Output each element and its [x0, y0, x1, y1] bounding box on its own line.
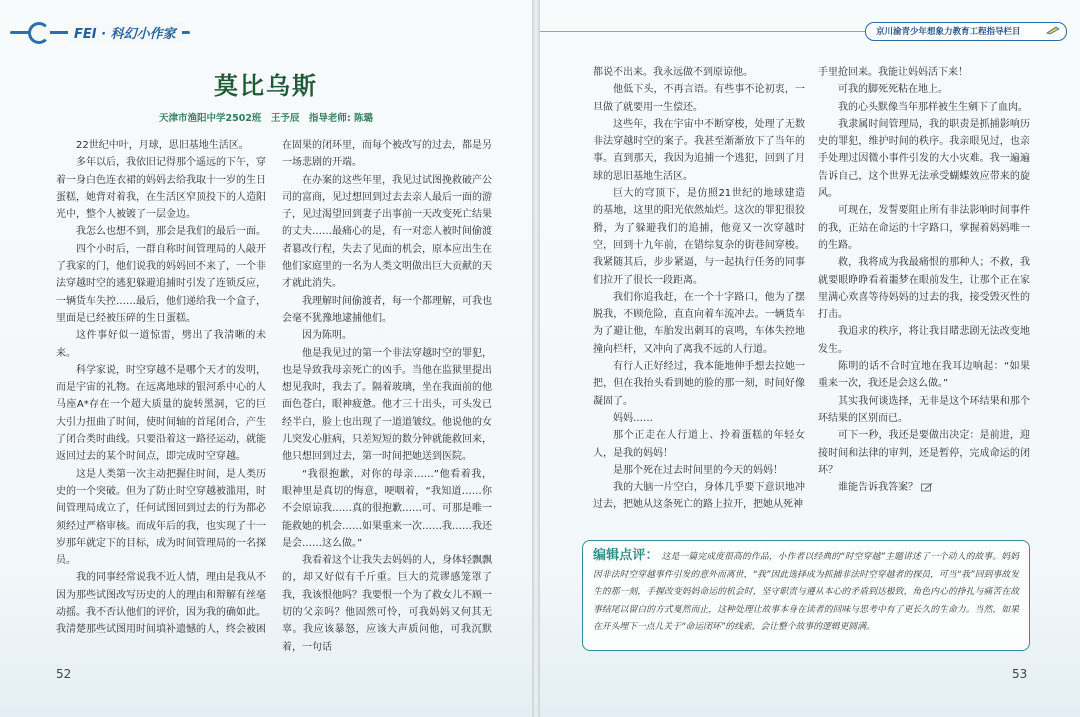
paragraph: 这些年，我在宇宙中不断穿梭，处理了无数非法穿越时空的案子。我甚至渐渐放下了当年的事。直到那天，我因为追捕一个逃犯，回到了月球的思旧基地生活区。: [593, 118, 805, 182]
editor-comment-text: 这是一篇完成度很高的作品，小作者以经典的“时空穿越”主题讲述了一个动人的故事。妈妈因非法时空穿越事件引发的意外而离世，“我”因此选择成为抓捕非法时空穿越者的探员，可当“我”回到事故发生的那一刻，手握改变妈妈命运的机会时，坚守职责与遵从本心的矛盾到达极致，角色内心的挣扎与痛苦在故事结尾以留白的方式戛然而止，这种处理让故事本身在读者的回味与思考中有了更长久的生命力。当然，如果在开头埋下一点儿关于“命运闭环”的线索，会让整个故事的逻辑更圆满。: [593, 552, 1019, 632]
page-number-right: 53: [1012, 667, 1028, 681]
paragraph: 在办案的这些年里，我见过试图挽救破产公司的富商，见过想回到过去去亲人最后一面的游子，见过渴望回到妻子出事前一天改变死亡结果的丈夫……最痛心的是，有一对恋人被时间偷渡者篡改行程，失去了见面的机会，原本应出生在他们家庭里的一名为人类文明做出巨大贡献的天才就此消失。: [282, 174, 492, 290]
paragraph: 谁能告诉我答案？: [818, 479, 1030, 496]
paragraph: 科学家说，时空穿越不是哪个天才的发明，而是宇宙的礼物。在远离地球的银河系中心的人马座A*存在一个超大质量的旋转黑洞，它的巨大引力扭曲了时间，使时间轴的首尾闭合，产生了闭合类时曲线。只要沿着这一路径运动，就能返回过去的某个时间点，即完成时空穿越。: [56, 364, 266, 463]
column-header: [10, 22, 190, 44]
pen-end-icon: [921, 483, 933, 492]
paragraph: 我的心头默像当年那样被生生剜下了血肉。: [838, 101, 1028, 113]
editor-comment-title: 编辑点评：: [593, 548, 659, 563]
paragraph: 手里抢回来。我能让妈妈活下来！: [818, 67, 968, 78]
paragraph: 那个正走在人行道上、拎着蛋糕的年轻女人，是我的妈妈！: [593, 430, 805, 459]
paragraph: 是那个死在过去时间里的今天的妈妈！: [613, 464, 783, 476]
paragraph: 这件事好似一道惊雷，劈出了我清晰的未来。: [56, 330, 266, 359]
paragraph: 我怎么也想不到，那会是我们的最后一面。: [76, 226, 266, 238]
paragraph: “我很抱歉，对你的母亲……”他看着我，眼神里是真切的悔意，哽咽着，“我知道……你不会原谅我……真的很抱歉……可、可那是唯一能救她的机会……如果重来一次……我……我还是会……这么做。”: [282, 468, 492, 549]
paragraph: 妈妈……: [613, 412, 653, 424]
paragraph: 其实我何谈选择，无非是这个环结果和那个环结果的区别而已。: [818, 395, 1030, 424]
pen-icon: [1046, 26, 1060, 35]
paragraph: 多年以后，我依旧记得那个遥远的下午，穿着一身白色连衣裙的妈妈去给我取十一岁的生日蛋糕，她背对着我，在生活区窄顶投下的人造阳光中，整个人被镀了一层金边。: [56, 157, 266, 221]
paragraph: 他是我见过的第一个非法穿越时空的罪犯，也是导致我母亲死亡的凶手。当他在监狱里提出想见我时，我去了。隔着玻璃，坐在我面前的他面色苍白，眼神疲惫。他才三十出头，可头发已经半白，脸上也出现了一道道皱纹。他说他的女儿突发心脏病，只差短短的数分钟就能救回来，他只想回到过去，第一时间把她送到医院。: [282, 347, 492, 463]
article-title: 莫比乌斯: [214, 71, 318, 100]
column-label: FEI · 科幻小作家: [68, 23, 182, 42]
paragraph: 我的大脑一片空白，身体几乎要下意识地冲过去，把她从这条死亡的路上拉开，把她从死神: [593, 482, 805, 511]
paragraph: 陈明的话不合时宜地在我耳边响起：“如果重来一次，我还是会这么做。”: [818, 361, 1030, 390]
text-column-3: [593, 64, 805, 514]
paragraph: 我隶属时间管理局，我的职责是抓捕影响历史的罪犯，维护时间的秩序。我亲眼见过，也亲手处理过因微小事件引发的大小灾难。我一遍遍告诉自己，这个世界无法承受蝴蝶效应带来的旋风。: [818, 118, 1030, 200]
editor-comment-box: [582, 540, 1030, 651]
editor-comment: [593, 547, 1019, 637]
paragraph: 可下一秒，我还是要做出决定：是前进，迎接时间和法律的审判，还是暂停，完成命运的闭环？: [818, 430, 1030, 476]
paragraph: 四个小时后，一群自称时间管理局的人敲开了我家的门，他们说我的妈妈回不来了，一个非法穿越时空的逃犯躲避追捕时引发了连锁反应，一辆货车失控……最后，他们递给我一个盒子，里面是已经被压碎的生日蛋糕。: [56, 243, 266, 324]
left-page: [0, 0, 532, 717]
paragraph: 都说不出来。我永远做不到原谅他。: [593, 67, 753, 78]
paragraph: 救，我将成为我最痛恨的那种人；不救，我就要眼睁睁看着噩梦在眼前发生，让那个正在家里满心欢喜等待妈妈的过去的我，接受毁灭性的打击。: [818, 257, 1030, 321]
paragraph: 我追求的秩序，将让我目睹悲剧无法改变地发生。: [818, 326, 1030, 355]
paragraph: 可现在，发誓要阻止所有非法影响时间事件的我，正站在命运的十字路口，掌握着妈妈唯一的生路。: [818, 205, 1030, 251]
paragraph: 我看着这个让我失去妈妈的人，身体轻飘飘的，却又好似有千斤重。巨大的荒谬感笼罩了我，我该恨他吗？我要恨一个为了救女儿不顾一切的父亲吗？他固然可怜，可我妈妈又何其无辜。我应该暴怒，应该大声质问他，可我沉默着，一句话: [282, 555, 492, 653]
paragraph: 可我的脚死死粘在地上。: [838, 84, 948, 96]
paragraph: 22世纪中叶，月球，思旧基地生活区。: [76, 140, 249, 151]
page-number-left: 52: [56, 667, 72, 681]
text-column-2: [282, 137, 492, 656]
right-page: [540, 0, 1080, 717]
paragraph: 我理解时间偷渡者，每一个都理解，可我也会毫不犹豫地逮捕他们。: [282, 295, 492, 324]
spine-gutter: [532, 0, 540, 717]
article-byline: 天津市渔阳中学2502班 王予辰 指导老师: 陈璐: [158, 113, 374, 124]
paragraph: 这是人类第一次主动把握住时间，是人类历史的一个突破。但为了防止时空穿越被滥用，时间管理局成立了，任何试图回到过去的行为都必须经过严格审核。而成年后的我，也实现了十一岁那年就定下的目标，成为时间管理局的一名探员。: [56, 468, 266, 567]
paragraph: 我们你追我赶，在一个十字路口，他为了摆脱我，不顾危险，直直向着车流冲去。一辆货车为了避让他，车胎发出刺耳的哀鸣，车体失控地撞向栏杆，又冲向了离我不远的人行道。: [593, 291, 805, 355]
series-label: 京川渝青少年想象力教育工程指导栏目: [876, 27, 1021, 37]
paragraph: 他低下头，不再言语。有些事不论初衷，一旦做了就要用一生偿还。: [593, 84, 805, 113]
paragraph: 巨大的穹顶下，是仿照21世纪的地球建造的基地，这里的阳光依然灿烂。这次的罪犯很狡猾，为了躲避我们的追捕，他竟又一次穿越时空，回到十九年前，在错综复杂的街巷间穿梭。我紧随其后，步步紧逼，与一起执行任务的同事们拉开了很长一段距离。: [593, 188, 805, 286]
text-column-4: [818, 64, 1030, 496]
paragraph: 在固果的闭环里，而每个被改写的过去，都是另一场悲剧的开端。: [282, 140, 492, 169]
header-rule: [540, 31, 865, 32]
paragraph: 有行人正好经过，我本能地伸手想去拉她一把，但在我抬头看到她的脸的那一刻，时间好像凝固了。: [593, 361, 805, 407]
paragraph: 因为陈明。: [302, 330, 352, 342]
paragraph: 我的同事经常说我不近人情，理由是我从不因为那些试图改写历史的人的理由和辩解有丝毫动摇。我不否认他们的评价，因为我的确如此。我清楚那些试图用时间填补遗憾的人，终会被困: [56, 572, 266, 636]
text-column-1: [56, 137, 266, 639]
fei-logo-icon: [28, 22, 50, 44]
series-header: [865, 22, 1067, 41]
